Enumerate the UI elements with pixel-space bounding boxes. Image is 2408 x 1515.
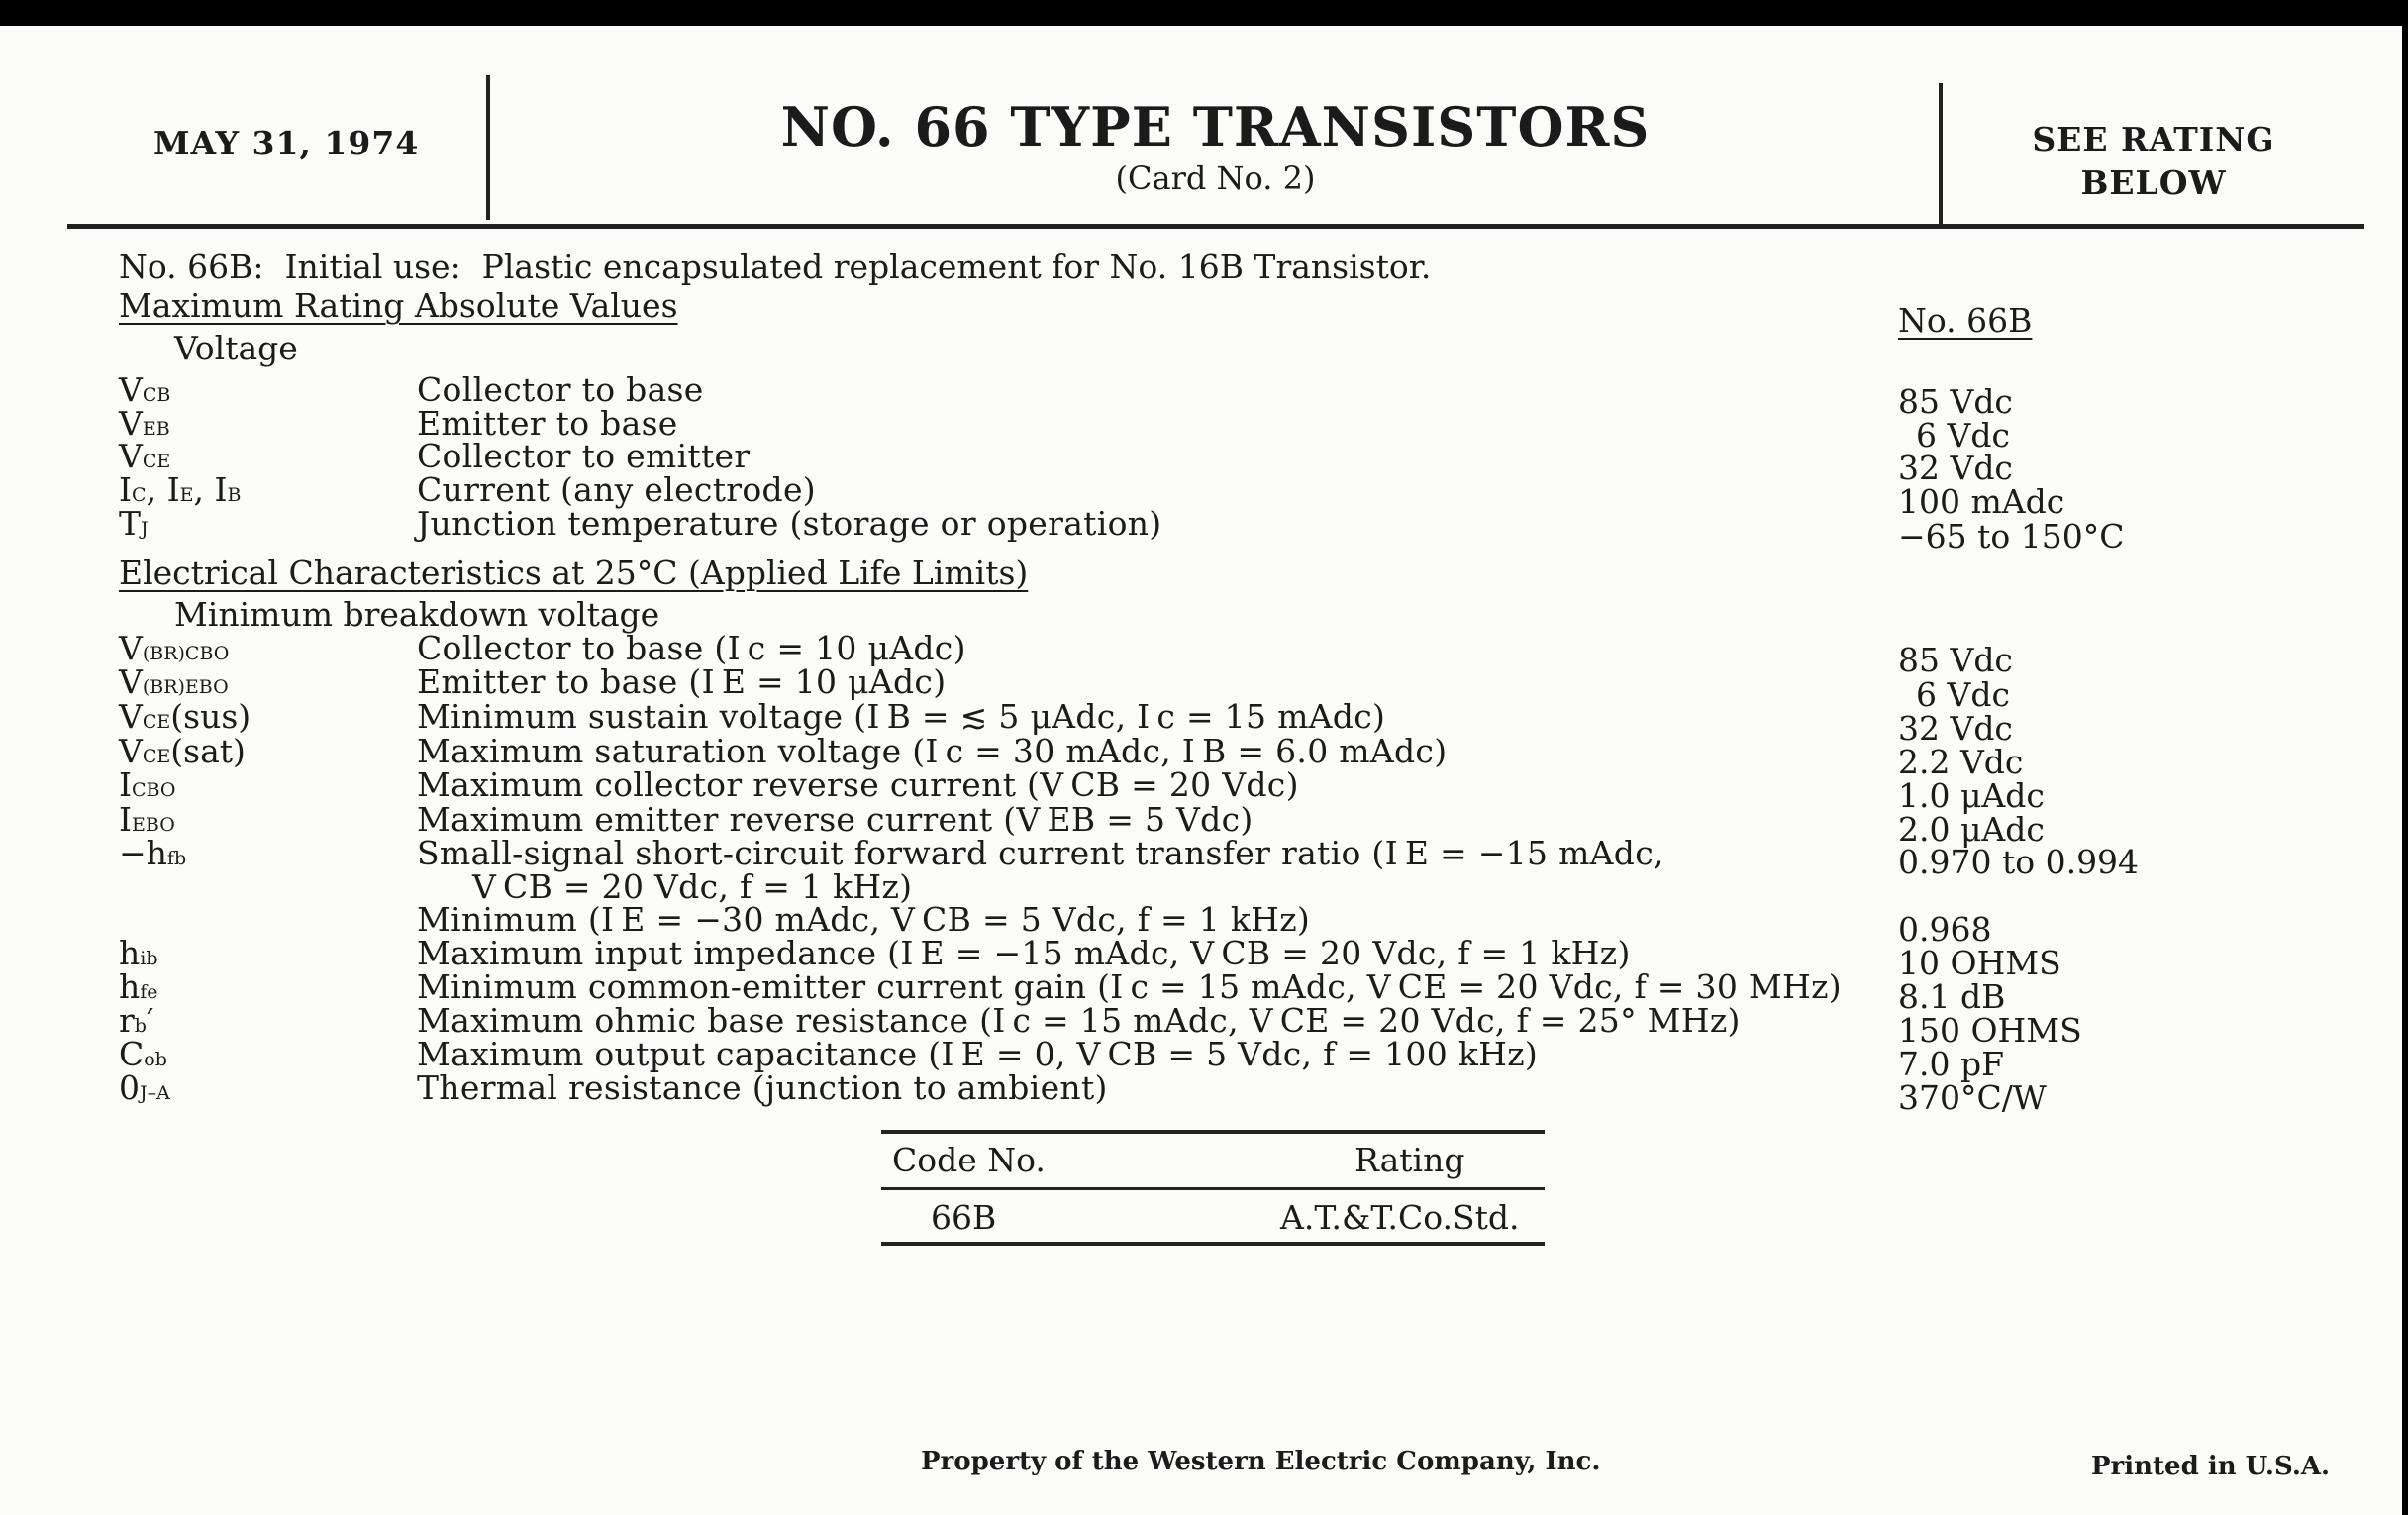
symbol-subscript: b [134,1015,147,1037]
parameter-description: Maximum output capacitance (I E = 0, V CB = 5 Vdc, f = 100 kHz) [417,1035,1539,1073]
header-divider-right [1939,83,1943,228]
footer-printed: Printed in U.S.A. [2091,1452,2331,1481]
parameter-description: Emitter to base [417,404,678,443]
symbol-text: T [119,504,142,543]
symbol-text: V [119,662,143,701]
parameter-description: Emitter to base (I E = 10 μAdc) [417,662,947,701]
symbol-text: I [119,800,133,839]
table-bottom-rule [881,1242,1545,1246]
table-row [0,967,2408,1016]
parameter-value: 85 Vdc [1898,382,2013,421]
symbol-text: (sat) [170,732,246,770]
breakdown-subheading: Minimum breakdown voltage [174,595,660,634]
symbol-subscript: CBO [132,779,176,801]
header-rule [67,224,2364,229]
symbol-text: V [119,437,143,475]
parameter-symbol [119,697,251,736]
symbol-text: r [119,1001,135,1040]
section2-heading: Electrical Characteristics at 25°C (Applied Life Limits) [119,554,1029,592]
parameter-value: 0.968 [1898,910,1992,949]
symbol-text: I [119,470,133,509]
see-rating-note [1946,118,2361,205]
parameter-value: 7.0 pF [1898,1045,2004,1083]
parameter-description: Current (any electrode) [417,470,816,509]
symbol-subscript: CB [142,384,171,406]
parameter-symbol [119,765,175,804]
parameter-description: Minimum common-emitter current gain (I c = 15 mAdc, V CE = 20 Vdc, f = 30 MHz) [417,967,1842,1006]
table-row [0,1035,2408,1083]
card-title: NO. 66 TYPE TRANSISTORS [780,95,1651,158]
symbol-subscript: ib [140,948,158,969]
symbol-text: V [119,404,143,443]
see-rating-line1: SEE RATING [2032,120,2275,158]
symbol-text: h [119,934,141,972]
symbol-subscript: fb [166,848,187,869]
table-mid-rule [881,1187,1545,1190]
symbol-subscript: CE [142,711,171,733]
table-row [0,934,2408,982]
symbol-text: V [119,629,143,667]
parameter-value: 2.2 Vdc [1898,743,2024,781]
symbol-subscript: EB [142,418,170,440]
card-subtitle: (Card No. 2) [1115,159,1316,197]
symbol-text: V [119,732,143,770]
parameter-value: 2.0 μAdc [1898,810,2045,849]
symbol-text: , I [193,470,228,509]
table-row [0,370,2408,421]
footer-property: Property of the Western Electric Company, Inc. [921,1447,1601,1476]
symbol-subscript: J–A [140,1082,170,1104]
table-header-code: Code No. [892,1141,1046,1179]
parameter-description: Collector to emitter [417,437,751,475]
parameter-description: Thermal resistance (junction to ambient) [417,1068,1108,1107]
symbol-text: V [119,370,143,409]
parameter-symbol [119,662,229,701]
parameter-symbol [119,504,149,543]
symbol-subscript: B [227,484,242,506]
symbol-text: h [119,967,141,1006]
table-row [0,504,2408,556]
parameter-value: 6 Vdc [1916,416,2010,454]
parameter-description: Maximum emitter reverse current (V EB = 5 Vdc) [417,800,1254,839]
symbol-subscript: CE [142,451,171,472]
card-date: MAY 31, 1974 [153,124,420,162]
parameter-description: Maximum collector reverse current (V CB = 20 Vdc) [417,765,1299,804]
table-row [0,900,2408,949]
parameter-symbol [119,1068,170,1107]
symbol-text: 0 [119,1068,140,1107]
parameter-description: Minimum (I E = −30 mAdc, V CB = 5 Vdc, f = 1 kHz) [417,900,1311,939]
symbol-subscript: ob [144,1049,167,1070]
parameter-description: Maximum saturation voltage (I c = 30 mAdc, I B = 6.0 mAdc) [417,732,1448,770]
symbol-text: (sus) [170,697,251,736]
table-row [0,800,2408,849]
parameter-description: Small-signal short-circuit forward current transfer ratio (I E = −15 mAdc, [417,834,1664,872]
parameter-value: −65 to 150°C [1898,517,2125,556]
symbol-text: V [119,697,143,736]
parameter-value: 100 mAdc [1898,482,2065,521]
parameter-value: 32 Vdc [1898,709,2013,748]
parameter-value: 8.1 dB [1898,977,2006,1016]
symbol-text: I [119,765,133,804]
symbol-text: , I [146,470,180,509]
symbol-subscript: (BR)EBO [142,676,229,698]
symbol-text: −h [119,834,167,872]
table-row [0,1001,2408,1050]
parameter-value: 85 Vdc [1898,641,2013,679]
symbol-subscript: E [179,484,194,506]
parameter-description: Collector to base [417,370,704,409]
parameter-description: Maximum input impedance (I E = −15 mAdc, V CB = 20 Vdc, f = 1 kHz) [417,934,1631,972]
parameter-description: V CB = 20 Vdc, f = 1 kHz) [472,867,913,906]
column-header: No. 66B [1898,301,2033,340]
see-rating-line2: BELOW [2080,163,2227,202]
table-row [0,629,2408,679]
table-top-rule [881,1130,1545,1134]
table-row [0,834,2408,881]
parameter-description: Collector to base (I c = 10 μAdc) [417,629,966,667]
parameter-value: 6 Vdc [1916,675,2010,714]
table-row [0,732,2408,781]
parameter-description: Junction temperature (storage or operation) [417,504,1162,543]
voltage-subheading: Voltage [174,329,298,367]
symbol-subscript: C [132,484,147,506]
parameter-description: Minimum sustain voltage (I B = ≲ 5 μAdc, I c = 15 mAdc) [417,697,1386,736]
table-header-rating: Rating [1354,1141,1465,1179]
symbol-subscript: (BR)CBO [142,643,230,664]
symbol-text: ′ [146,1001,154,1040]
parameter-value: 10 OHMS [1898,944,2061,982]
table-cell-code: 66B [931,1198,997,1237]
symbol-subscript: EBO [132,814,175,836]
symbol-subscript: J [141,518,149,540]
section1-heading: Maximum Rating Absolute Values [119,286,678,325]
symbol-text: C [119,1035,145,1073]
table-row [0,470,2408,521]
symbol-subscript: CE [142,746,171,767]
parameter-value: 1.0 μAdc [1898,776,2045,815]
table-row [0,662,2408,714]
table-row [0,765,2408,815]
table-cell-rating: A.T.&T.Co.Std. [1280,1198,1520,1237]
table-row [0,437,2408,487]
symbol-subscript: fe [140,981,158,1003]
parameter-value: 150 OHMS [1898,1011,2082,1050]
parameter-value: 32 Vdc [1898,449,2013,487]
table-row [0,404,2408,454]
intro-line: No. 66B: Initial use: Plastic encapsulated replacement for No. 16B Transistor. [119,248,1432,286]
table-row [0,1068,2408,1117]
parameter-value: 0.970 to 0.994 [1898,843,2140,881]
table-row [0,697,2408,748]
parameter-value: 370°C/W [1898,1078,2047,1117]
table-row [0,867,2408,906]
parameter-description: Maximum ohmic base resistance (I c = 15 mAdc, V CE = 20 Vdc, f = 25° MHz) [417,1001,1741,1040]
